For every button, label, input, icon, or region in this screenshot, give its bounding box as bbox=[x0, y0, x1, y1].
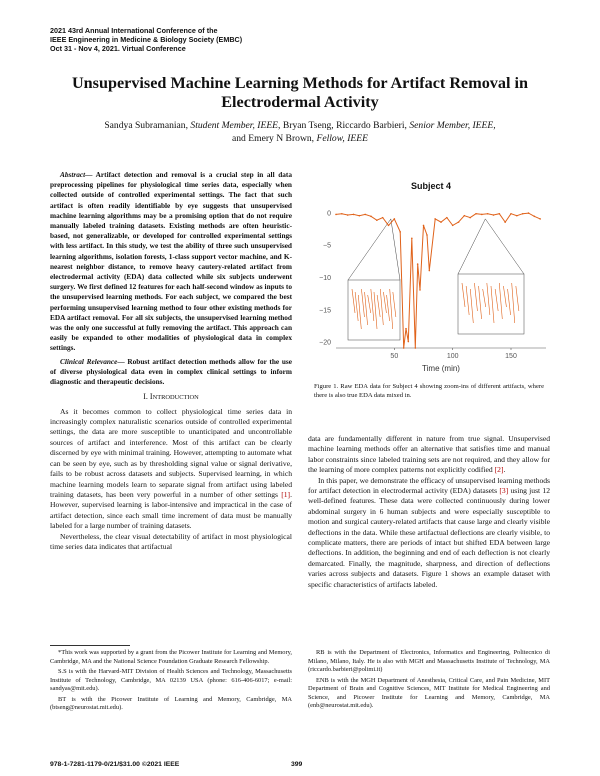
eda-data-point bbox=[411, 237, 413, 239]
eda-data-point bbox=[528, 212, 530, 214]
footnote: ENB is with the MGH Department of Anesthesia, Critical Care, and Pain Medicine, MIT Department of Brain and Cognitive Sciences, MIT Institute for Medical Engineering and Science, and Picower Institute for Learning and Memory, Cambridge, MA (enb@neurostat.mit.edu). bbox=[308, 676, 550, 709]
eda-data-point bbox=[434, 218, 436, 220]
eda-data-point bbox=[403, 347, 405, 349]
footnotes-right bbox=[308, 649, 550, 713]
conference-header bbox=[50, 26, 350, 53]
page-number: 399 bbox=[291, 761, 303, 768]
author-text: and Emery N Brown, bbox=[232, 133, 317, 144]
title-line-2: Electrodermal Activity bbox=[221, 93, 379, 111]
eda-data-point bbox=[429, 270, 431, 272]
footer-isbn: 978-1-7281-1179-0/21/$31.00 ©2021 IEEE bbox=[50, 761, 180, 768]
y-tick-label: −15 bbox=[319, 307, 331, 315]
eda-chart bbox=[306, 176, 552, 376]
paper-title bbox=[60, 74, 540, 112]
author-membership: Senior Member, IEEE, bbox=[409, 120, 496, 131]
eda-data-point bbox=[516, 215, 518, 217]
section-heading-introduction bbox=[50, 392, 292, 403]
eda-data-point bbox=[481, 214, 483, 216]
eda-data-point bbox=[452, 225, 454, 227]
author-text: , Bryan Tseng, Riccardo Barbieri, bbox=[278, 120, 410, 131]
eda-data-point bbox=[458, 221, 460, 223]
eda-data-point bbox=[539, 218, 541, 220]
eda-data-point bbox=[347, 214, 349, 216]
eda-data-point bbox=[423, 225, 425, 227]
eda-data-point bbox=[464, 215, 466, 217]
paragraph-text: using just 12 well-defined features. These data were collected continuously during lower abdominal surgery in 6 human subjects and were especially susceptible to motion and surgical cautery-related artifacts that cause large and clearly visible deflections in the data. While these artifactual deflections are clearly visible, to complicate matters, there are periods of intact but shifted EDA between large deflections. In addition, the beginning and end of each deflection is not clearly demarcated. Finally, the magnitude, sharpness, and direction of deflections varies across subjects and datasets. Figure 1 shows an example dataset with specific characteristics of artifacts labeled. bbox=[308, 486, 551, 589]
eda-data-point bbox=[335, 214, 337, 216]
eda-data-point bbox=[426, 234, 428, 236]
eda-data-point bbox=[510, 213, 512, 215]
abstract-label: Abstract bbox=[60, 170, 86, 179]
section-title-initial: I bbox=[149, 392, 153, 402]
zoom-insets bbox=[348, 219, 524, 340]
eda-data-point bbox=[364, 214, 366, 216]
y-tick-label: −5 bbox=[323, 242, 331, 250]
intro-paragraph-1 bbox=[50, 407, 292, 532]
clinical-text: — Robust artifact detection methods allow for the use of diverse physiological data even in complex clinical settings to inform diagnostic and therapeutic decisions. bbox=[50, 356, 292, 387]
title-line-1: Unsupervised Machine Learning Methods for Artifact Removal in bbox=[71, 74, 529, 92]
paragraph-text: In this paper, we demonstrate the efficacy of unsupervised learning methods for artifact detection in electrodermal activity (EDA) datasets bbox=[308, 475, 550, 496]
eda-data-point bbox=[376, 219, 378, 221]
chart-title: Subject 4 bbox=[410, 181, 452, 191]
figure-caption: Figure 1. Raw EDA data for Subject 4 showing zoom-ins of different artifacts, where there is also true EDA data mixed in. bbox=[314, 383, 544, 399]
y-tick-label: −20 bbox=[319, 339, 331, 347]
eda-data-point bbox=[382, 217, 384, 219]
intro-paragraph-2: Nevertheless, the clear visual detectability of artifact in most physiological time series data indicates that artifactual bbox=[50, 531, 292, 551]
eda-data-point bbox=[534, 216, 536, 218]
clinical-relevance bbox=[50, 357, 292, 388]
left-column bbox=[50, 170, 292, 552]
x-tick-label: 150 bbox=[505, 353, 517, 360]
y-tick-label: 0 bbox=[327, 210, 331, 218]
section-title-rest: NTRODUCTION bbox=[152, 394, 199, 402]
authors-line-2 bbox=[60, 132, 540, 145]
zoom-inset-box bbox=[348, 280, 400, 340]
conference-line: Oct 31 - Nov 4, 2021. Virtual Conference bbox=[50, 44, 186, 53]
author-membership: Student Member, IEEE bbox=[190, 120, 279, 131]
authors bbox=[60, 119, 540, 145]
paragraph-text: As it becomes common to collect physiological time series data in increasingly complex naturalistic scenarios outside of controlled experimental settings, the data are more susceptible to unanticipated and uncontrollable sources of artifact and interference. Most of this artifact can be clearly discerned by eye with minimal training. However, attempting to automate what can be seen by eye, such as by thresholding signal value or signal derivative, fails to be robust across datasets and subjects. Supervised learning, in which machine learning models learn to separate signal from artifact using labeled training datasets, has been very powerful in a number of other settings bbox=[50, 406, 292, 499]
eda-data-point bbox=[522, 213, 524, 215]
footnote: S.S is with the Harvard-MIT Division of Health Sciences and Technology, Massachusetts Institute of Technology, Cambridge, MA 02139 USA (phone: 616-406-6017; e-mail: sandyas@mit.edu). bbox=[50, 668, 292, 692]
eda-data-point bbox=[440, 221, 442, 223]
paragraph-text: . However, supervised learning is labor-intensive and impractical in the case of artifact detection, since each small time increment of data must be manually labeled for a large number of training datasets. bbox=[50, 489, 292, 531]
eda-data-point bbox=[487, 213, 489, 215]
eda-data-point bbox=[353, 214, 355, 216]
footnote: *This work was supported by a grant from the Picower Institute for Learning and Memory, Cambridge, MA and the National Science Foundation Graduate Research Fellowship. bbox=[50, 649, 292, 665]
citation-link[interactable]: [1] bbox=[281, 489, 291, 499]
intro-paragraph-3 bbox=[308, 434, 550, 476]
eda-data-point bbox=[415, 347, 417, 349]
eda-data-point bbox=[469, 217, 471, 219]
figure-1 bbox=[306, 176, 552, 376]
citation-link[interactable]: [2] bbox=[494, 465, 504, 475]
paragraph-text: . bbox=[503, 465, 506, 475]
x-tick-label: 50 bbox=[390, 353, 399, 360]
footnote: RB is with the Department of Electronics, Informatics and Engineering, Politecnico di Milano, Milano, Italy. He is also with MGH and Massachusetts Institute of Technology, MA (riccardo.barbieri@polimi.it) bbox=[308, 649, 550, 673]
eda-data-point bbox=[394, 218, 396, 220]
eda-data-point bbox=[419, 289, 421, 291]
zoom-connector bbox=[348, 219, 391, 280]
right-column bbox=[308, 434, 550, 590]
author-text: Sandya Subramanian, bbox=[104, 120, 191, 131]
eda-data-point bbox=[475, 213, 477, 215]
eda-data-point bbox=[499, 213, 501, 215]
y-tick-label: −10 bbox=[319, 275, 331, 282]
eda-data-point bbox=[341, 213, 343, 215]
eda-data-point bbox=[493, 214, 495, 216]
eda-data-point bbox=[504, 221, 506, 223]
eda-data-point bbox=[388, 225, 390, 227]
authors-line-1 bbox=[60, 119, 540, 132]
eda-data-point bbox=[370, 216, 372, 218]
x-axis-label: Time (min) bbox=[422, 364, 460, 373]
eda-data-point bbox=[405, 328, 407, 330]
eda-data-point bbox=[399, 231, 401, 233]
citation-link[interactable]: [3] bbox=[499, 486, 509, 496]
x-tick-label: 100 bbox=[446, 353, 459, 360]
eda-data-point bbox=[446, 217, 448, 219]
footnote: BT is with the Picower Institute of Learning and Memory, Cambridge, MA (btseng@neurostat.mit.edu). bbox=[50, 695, 292, 711]
abstract bbox=[50, 170, 292, 354]
paragraph-text: data are fundamentally different in nature from true signal. Unsupervised machine learning methods offer an alternative that satisfies time and manual labor constraints since labeled training sets are not required, and they allow for the learning of more complex patterns not explicitly codified bbox=[308, 434, 550, 475]
abstract-text: — Artifact detection and removal is a crucial step in all data preprocessing pipelines for physiological time series data, especially when collected outside of controlled experimental settings. The fact that such artifact is often readily identifiable by eye suggests that unsupervised machine learning algorithms may be a promising option that do not require manually labeled training datasets. Existing methods are often heuristic-based, not generalizable, or developed for controlled experimental settings with less artifact. In this study, we test the ability of three such unsupervised learning algorithms, isolation forests, 1-class support vector machine, and K-nearest neighbor distance, to remove heavy cautery-related artifact from electrodermal activity (EDA) data collected while six subjects underwent surgery. We first defined 12 features for each half-second window as inputs to the unsupervised learning methods. For each subject, we compared the best performing unsupervised learning method to four other existing methods for EDA artifact removal. For all six subjects, the unsupervised learning method was the only one successful at fully removing the artifact. This approach can easily be expanded to other modalities of physiological data in complex settings. bbox=[50, 170, 292, 353]
eda-data-point bbox=[408, 341, 410, 343]
conference-line: 2021 43rd Annual International Conference of the bbox=[50, 26, 218, 35]
eda-data-point bbox=[359, 215, 361, 217]
author-membership: Fellow, IEEE bbox=[316, 133, 368, 144]
zoom-connector bbox=[458, 219, 485, 274]
footnote-rule bbox=[50, 645, 130, 646]
section-number: I. bbox=[143, 392, 150, 402]
intro-paragraph-4 bbox=[308, 476, 550, 590]
eda-data-point bbox=[417, 263, 419, 265]
zoom-connector bbox=[485, 219, 524, 274]
clinical-label: Clinical Relevance bbox=[60, 356, 118, 366]
footnotes-left bbox=[50, 649, 292, 715]
conference-line: IEEE Engineering in Medicine & Biology Society (EMBC) bbox=[50, 35, 243, 44]
